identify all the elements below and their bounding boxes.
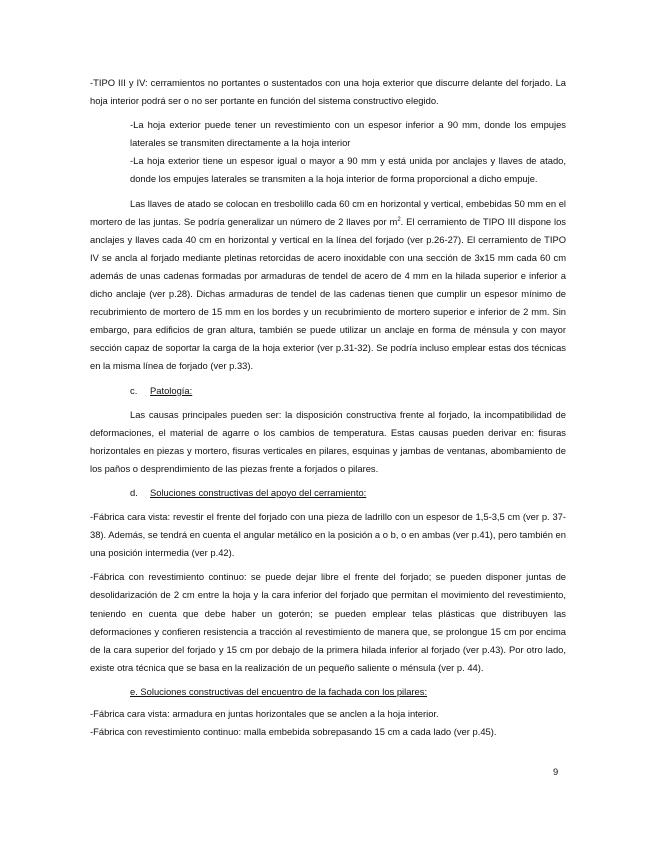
paragraph-fabrica-revestimiento: -Fábrica con revestimiento continuo: se puede dejar libre el frente del forjado; se pueden disponer juntas de desolidarización de 2 cm entre la hoja y la cara inferior del forjado que permitan el movimiento del revestimiento, teniendo en cuenta que debe haber un goterón; se pueden emplear telas plásticas que distribuyen las deformaciones y confieren resistencia a tracción al revestimiento de manera que, se prolongue 15 cm por encima de la cara superior del forjado y 15 cm por debajo de la primera hilada inferior al forjado (ver p.43). Por otro lado, existe otra técnica que se basa en la realización de un pequeño saliente o ménsula (ver p. 44). xyxy=(90,571,566,673)
llaves-text-a: Las llaves de atado se colocan en tresbolillo cada 60 cm en horizontal y vertical, embebidas 50 mm en el mortero de las juntas. Se podría generalizar un número de 2 llaves por m xyxy=(90,197,566,227)
indented-list xyxy=(130,116,566,188)
list-item-espesor: -La hoja exterior tiene un espesor igual o mayor a 90 mm y está unida por anclajes y llaves de atado, donde los empujes laterales se transmiten a la hoja interior de forma proporcional a dicho empuje. xyxy=(130,155,566,185)
paragraph-llaves-atado xyxy=(90,195,566,376)
heading-c-number: c. xyxy=(130,384,138,396)
heading-c-title: Patología: xyxy=(150,384,193,396)
list-item-revestimiento: -La hoja exterior puede tener un revestimiento con un espesor inferior a 90 mm, donde los empujes laterales se transmiten directamente a la hoja interior xyxy=(130,119,566,149)
superscript-2: 2 xyxy=(397,216,401,223)
heading-d-number: d. xyxy=(130,486,138,498)
llaves-text-b: . El cerramiento de TIPO III dispone los anclajes y llaves cada 40 cm en horizontal y vertical en la línea del forjado (ver p.26-27). El cerramiento de TIPO IV se ancla al forjado mediante pletinas retorcidas de acero inoxidable con una sección de 3x15 mm cada 60 cm además de unas cadenas formadas por armaduras de tendel de acero de 4 mm en la hilada superior e inferior a dicho anclaje (ver p.28). Dichas armaduras de tendel de las cadenas tienen que cumplir un espesor mínimo de recubrimiento de mortero de 15 mm en los bordes y un recubrimiento de mortero superior e inferior de 2 mm. Sin embargo, para edificios de gran altura, también se puede utilizar un anclaje en forma de ménsula y con mayor sección capaz de soportar la carga de la hoja exterior (ver p.31-32). Se podría incluso emplear estas dos técnicas en la misma línea de forjado (ver p.33). xyxy=(90,215,566,372)
paragraph-fabrica-cara-vista: -Fábrica cara vista: revestir el frente del forjado con una pieza de ladrillo con un espesor de 1,5-3,5 cm (ver p. 37-38). Además, se tendrá en cuenta el angular metálico en la posición a o b, o en ambas (ver p.41), pero también en una posición intermedia (ver p.42). xyxy=(90,511,566,559)
paragraph-pilares-revestimiento: -Fábrica con revestimiento continuo: malla embebida sobrepasando 15 cm a cada lado (ver p.45). xyxy=(90,726,497,738)
heading-soluciones-pilares: e. Soluciones constructivas del encuentro de la fachada con los pilares: xyxy=(130,685,428,697)
paragraph-tipo-iii-iv: -TIPO III y IV: cerramientos no portantes o sustentados con una hoja exterior que discurre delante del forjado. La hoja interior podrá ser o no ser portante en función del sistema constructivo elegido. xyxy=(90,77,566,107)
paragraph-pilares-cara-vista: -Fábrica cara vista: armadura en juntas horizontales que se anclen a la hoja interior. xyxy=(90,708,439,719)
paragraph-causas: Las causas principales pueden ser: la disposición constructiva frente al forjado, la incompatibilidad de deformaciones, el material de agarre o los cambios de temperatura. Estas causas pueden derivar en: fisuras horizontales en piezas y mortero, fisuras verticales en pilares, esquinas y jambas de ventanas, abombamiento de los paños o desprendimiento de las piezas frente a forjados o pilares. xyxy=(90,408,566,474)
heading-patologia xyxy=(130,382,566,400)
page-number: 9 xyxy=(553,766,559,777)
page-content xyxy=(90,74,566,741)
heading-soluciones-apoyo xyxy=(130,484,566,502)
heading-d-title: Soluciones constructivas del apoyo del cerramiento: xyxy=(150,486,367,498)
